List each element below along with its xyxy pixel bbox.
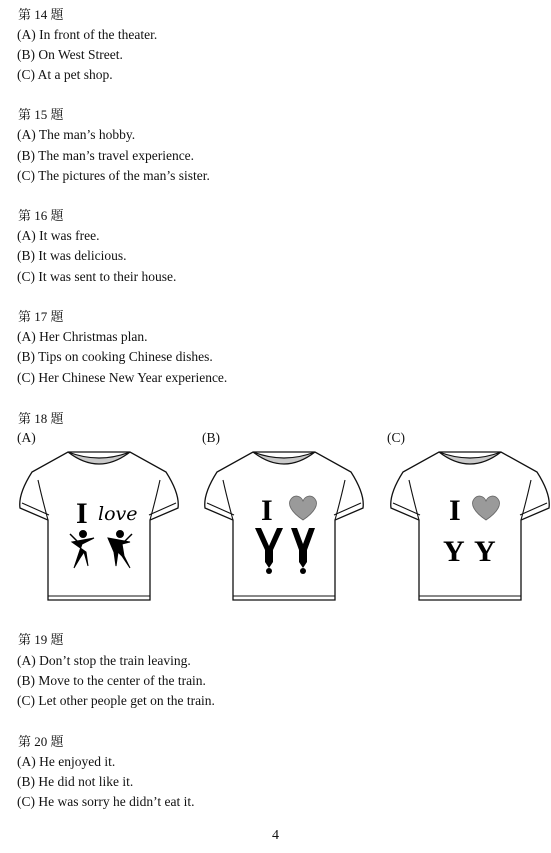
shirt-b-letter: I bbox=[261, 494, 273, 527]
question-14-heading: 第 14 題 bbox=[18, 7, 64, 22]
question-14-option-a: (A) In front of the theater. bbox=[17, 27, 158, 42]
shirt-b-label: (B) bbox=[202, 430, 220, 445]
question-18-heading: 第 18 題 bbox=[18, 411, 64, 426]
question-15-heading: 第 15 題 bbox=[18, 107, 64, 122]
question-20-heading: 第 20 題 bbox=[18, 734, 64, 749]
question-16-heading: 第 16 題 bbox=[18, 208, 64, 223]
question-15-option-b: (B) The man’s travel experience. bbox=[17, 148, 195, 163]
shirt-a-letter: I bbox=[76, 497, 88, 530]
shirt-a-word: love bbox=[98, 503, 138, 525]
question-15-option-a: (A) The man’s hobby. bbox=[17, 127, 136, 142]
question-20-option-c: (C) He was sorry he didn’t eat it. bbox=[17, 794, 195, 809]
question-19-heading: 第 19 題 bbox=[18, 632, 64, 647]
question-19-option-a: (A) Don’t stop the train leaving. bbox=[17, 653, 191, 668]
shirt-a-label: (A) bbox=[17, 430, 36, 445]
question-20-option-b: (B) He did not like it. bbox=[17, 774, 134, 789]
shirt-c-text: Y Y bbox=[443, 535, 498, 568]
shirt-c-letter: I bbox=[449, 494, 461, 527]
shirt-b-image bbox=[203, 446, 365, 606]
question-15-option-c: (C) The pictures of the man’s sister. bbox=[17, 168, 210, 183]
question-20-option-a: (A) He enjoyed it. bbox=[17, 754, 116, 769]
question-16-option-b: (B) It was delicious. bbox=[17, 248, 127, 263]
shirt-c-label: (C) bbox=[387, 430, 405, 445]
question-14-option-c: (C) At a pet shop. bbox=[17, 67, 113, 82]
question-17-option-c: (C) Her Chinese New Year experience. bbox=[17, 370, 228, 385]
question-19-option-b: (B) Move to the center of the train. bbox=[17, 673, 206, 688]
question-16-option-c: (C) It was sent to their house. bbox=[17, 269, 177, 284]
question-19-option-c: (C) Let other people get on the train. bbox=[17, 693, 215, 708]
shirt-a-image bbox=[18, 446, 180, 606]
question-17-option-a: (A) Her Christmas plan. bbox=[17, 329, 148, 344]
question-16-option-a: (A) It was free. bbox=[17, 228, 100, 243]
question-17-option-b: (B) Tips on cooking Chinese dishes. bbox=[17, 349, 213, 364]
question-17-heading: 第 17 題 bbox=[18, 309, 64, 324]
page-number: 4 bbox=[272, 828, 279, 843]
shirt-c-image bbox=[389, 446, 551, 606]
question-14-option-b: (B) On West Street. bbox=[17, 47, 123, 62]
